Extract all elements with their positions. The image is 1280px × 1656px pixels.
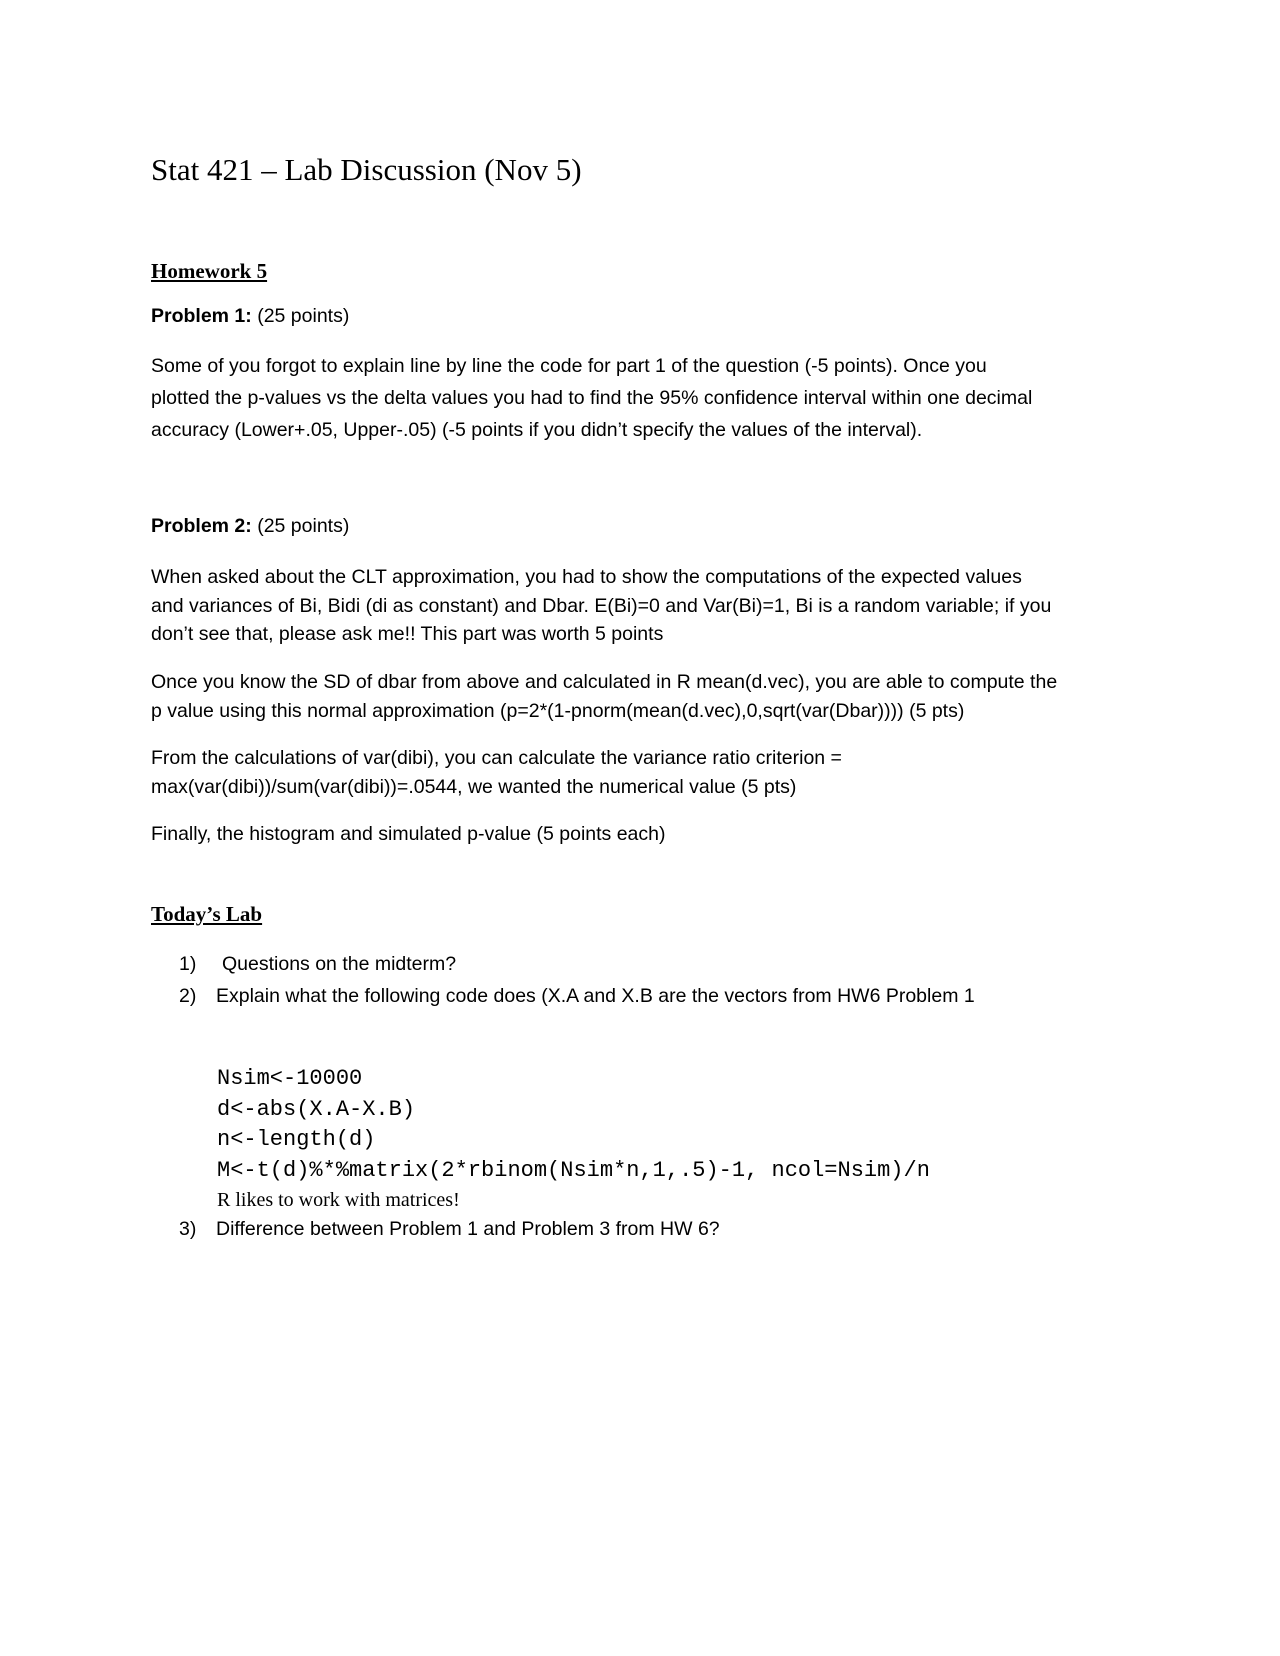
problem-2-paragraph-2-line: Once you know the SD of dbar from above and calculated in R mean(d.vec), you are able to compute the — [151, 671, 1058, 693]
problem-1-line: Some of you forgot to explain line by line the code for part 1 of the question (-5 points). Once you — [151, 355, 987, 377]
problem-2-paragraph-1-line: don’t see that, please ask me!! This part was worth 5 points — [151, 623, 664, 645]
problem-2-paragraph-4-line: Finally, the histogram and simulated p-value (5 points each) — [151, 823, 666, 845]
problem-1-body — [151, 350, 1151, 446]
problem-1-line: plotted the p-values vs the delta values you had to find the 95% confidence interval within one decimal — [151, 387, 1033, 409]
code-line: Nsim<-10000 — [217, 1066, 363, 1091]
code-line: M<-t(d)%*%matrix(2*rbinom(Nsim*n,1,.5)-1, ncol=Nsim)/n — [217, 1157, 930, 1183]
code-line: n<-length(d) — [217, 1127, 376, 1152]
todays-lab-heading: Today’s Lab — [151, 902, 263, 926]
problem-2-paragraph-3-line: From the calculations of var(dibi), you can calculate the variance ratio criterion = — [151, 747, 842, 769]
code-note: R likes to work with matrices! — [217, 1189, 460, 1211]
problem-2-paragraph-1-line: and variances of Bi, Bidi (di as constant) and Dbar. E(Bi)=0 and Var(Bi)=1, Bi is a random variable; if you — [151, 594, 1052, 617]
list-item-number: 2) — [179, 985, 197, 1007]
problem-2-paragraph-3-line: max(var(dibi))/sum(var(dibi))=.0544, we wanted the numerical value (5 pts) — [151, 775, 797, 798]
problem-1-line: accuracy (Lower+.05, Upper-.05) (-5 points if you didn’t specify the values of the interval). — [151, 419, 923, 441]
r-code-block — [217, 1064, 930, 1186]
list-item-number: 1) — [179, 953, 197, 975]
problem-2-paragraph-1 — [151, 563, 1151, 649]
lab-list-item-2 — [179, 982, 975, 1010]
problem-2-paragraph-1-line: When asked about the CLT approximation, you had to show the computations of the expected values — [151, 566, 1022, 588]
document-title: Stat 421 – Lab Discussion (Nov 5) — [151, 152, 582, 187]
problem-2-label: Problem 2: — [151, 515, 252, 537]
problem-2-paragraph-4 — [151, 820, 1151, 849]
problem-2-paragraph-3 — [151, 744, 1151, 801]
lab-list-item-3 — [179, 1215, 720, 1243]
problem-2-heading — [151, 512, 349, 540]
list-item-text: Difference between Problem 1 and Problem 3 from HW 6? — [216, 1218, 720, 1240]
problem-1-label: Problem 1: — [151, 305, 252, 327]
list-item-number: 3) — [179, 1218, 197, 1240]
list-item-text: Explain what the following code does (X.A and X.B are the vectors from HW6 Problem 1 — [216, 985, 975, 1007]
problem-1-heading — [151, 302, 349, 330]
problem-1-points: (25 points) — [251, 305, 350, 327]
homework-heading: Homework 5 — [151, 259, 268, 283]
lab-list-item-1 — [179, 950, 456, 978]
list-item-text: Questions on the midterm? — [222, 953, 457, 975]
problem-2-paragraph-2-line: p value using this normal approximation (p=2*(1-pnorm(mean(d.vec),0,sqrt(var(Dbar)))) (5 pts) — [151, 699, 965, 722]
code-line: d<-abs(X.A-X.B) — [217, 1096, 416, 1122]
problem-2-points: (25 points) — [251, 515, 350, 537]
problem-2-paragraph-2 — [151, 668, 1151, 725]
